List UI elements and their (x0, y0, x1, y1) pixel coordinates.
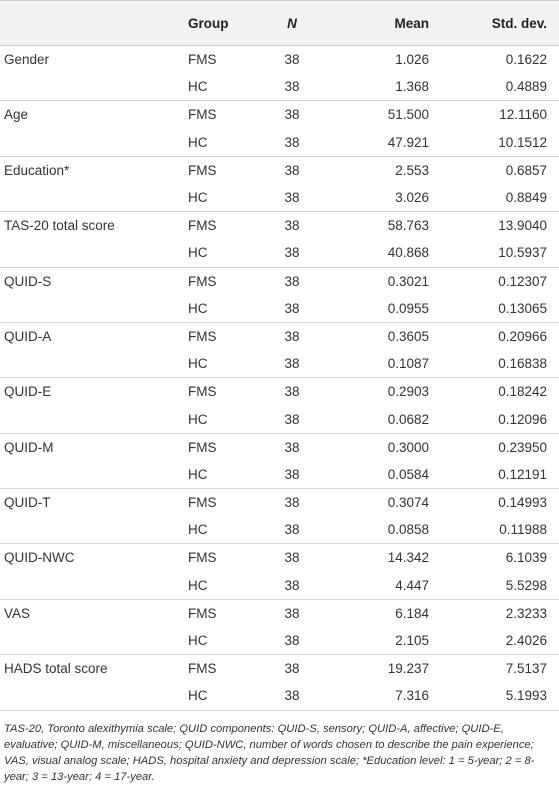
header-std-dev: Std. dev. (443, 1, 559, 46)
std-dev-cell: 10.5937 (498, 245, 547, 261)
variable-cell (0, 461, 185, 489)
table-row (0, 378, 559, 406)
variable-cell (0, 350, 185, 378)
table-footnote: TAS-20, Toronto alexithymia scale; QUID components: QUID-S, sensory; QUID-A, affective; QUID-E, evaluative; QUID-M, miscellaneous; QUID-NWC, number of words chosen to describe the pain experience; VAS, visual analog scale; HADS, hospital anxiety and depression scale; *Education level: 1 = 5-year; 2 = 8-year; 3 = 13-year; 4 = 17-year. (4, 722, 535, 783)
group-cell: FMS (188, 52, 217, 68)
table-row (0, 101, 559, 129)
group-cell: HC (188, 190, 208, 206)
mean-cell: 0.1087 (387, 356, 429, 372)
variable-cell: QUID-M (0, 433, 185, 461)
variable-cell (0, 682, 185, 710)
mean-cell: 0.3074 (327, 489, 443, 517)
mean-cell: 2.105 (395, 633, 429, 649)
n-cell: 38 (257, 156, 327, 184)
n-cell: 38 (284, 79, 300, 95)
table-row (0, 73, 559, 101)
mean-cell: 3.026 (395, 190, 429, 206)
mean-cell: 0.3000 (327, 433, 443, 461)
n-cell: 38 (257, 682, 327, 710)
group-cell: HC (188, 79, 208, 95)
n-cell: 38 (284, 411, 300, 427)
table-row (0, 184, 559, 212)
mean-cell: 0.3605 (327, 322, 443, 350)
std-dev-cell: 2.3233 (443, 599, 559, 627)
variable-cell: QUID-E (0, 378, 185, 406)
header-group: Group (185, 1, 257, 46)
std-dev-cell: 0.6857 (443, 156, 559, 184)
mean-cell: 40.868 (387, 245, 429, 261)
table-row (0, 655, 559, 683)
std-dev-cell: 12.1160 (443, 101, 559, 129)
variable-cell: Gender (4, 52, 50, 68)
group-cell: FMS (185, 212, 257, 240)
variable-cell (0, 295, 185, 323)
group-cell: HC (188, 633, 208, 649)
table-row (0, 489, 559, 517)
std-dev-cell: 0.11988 (499, 522, 547, 538)
mean-cell: 0.0682 (387, 411, 429, 427)
mean-cell: 47.921 (387, 134, 429, 150)
table-row (0, 544, 559, 572)
std-dev-cell: 0.20966 (443, 322, 559, 350)
mean-cell: 19.237 (327, 655, 443, 683)
n-cell: 38 (257, 655, 327, 683)
table-row (0, 295, 559, 323)
std-dev-cell: 5.5298 (505, 577, 547, 593)
n-cell: 38 (257, 101, 327, 129)
mean-cell: 0.0584 (387, 466, 429, 482)
variable-cell (0, 516, 185, 544)
variable-cell: QUID-S (0, 267, 185, 295)
group-cell: HC (188, 522, 208, 538)
mean-cell: 51.500 (327, 101, 443, 129)
variable-cell (0, 627, 185, 655)
std-dev-cell: 0.4889 (505, 79, 547, 95)
n-cell: 38 (284, 356, 300, 372)
group-cell: FMS (185, 322, 257, 350)
group-cell: FMS (185, 433, 257, 461)
mean-cell: 0.0858 (387, 522, 429, 538)
table-row (0, 267, 559, 295)
table-row (0, 405, 559, 433)
std-dev-cell: 0.1622 (505, 52, 547, 68)
variable-cell (0, 129, 185, 157)
group-cell: FMS (185, 489, 257, 517)
table-header (0, 1, 559, 46)
n-cell: 38 (284, 134, 300, 150)
variable-cell: QUID-NWC (0, 544, 185, 572)
n-cell: 38 (284, 633, 300, 649)
group-cell: HC (188, 411, 208, 427)
n-cell: 38 (284, 577, 300, 593)
std-dev-cell: 0.12191 (498, 466, 547, 482)
variable-cell: QUID-A (0, 322, 185, 350)
group-cell: FMS (185, 267, 257, 295)
variable-cell: Education* (0, 156, 185, 184)
group-cell: HC (188, 300, 208, 316)
variable-cell: TAS-20 total score (0, 212, 185, 240)
n-cell: 38 (284, 466, 300, 482)
n-cell: 38 (257, 212, 327, 240)
n-cell: 38 (257, 599, 327, 627)
mean-cell: 58.763 (327, 212, 443, 240)
mean-cell: 0.0955 (387, 300, 429, 316)
group-cell: FMS (185, 101, 257, 129)
table-row (0, 572, 559, 600)
std-dev-cell: 0.8849 (505, 190, 547, 206)
std-dev-cell: 0.12096 (498, 411, 547, 427)
table-row (0, 461, 559, 489)
variable-cell (0, 184, 185, 212)
table-row (0, 129, 559, 157)
mean-cell: 4.447 (395, 577, 429, 593)
std-dev-cell: 0.13065 (498, 300, 547, 316)
variable-cell (0, 572, 185, 600)
header-variable (0, 1, 185, 46)
group-cell: FMS (185, 544, 257, 572)
table-row (0, 516, 559, 544)
variable-cell: HADS total score (0, 655, 185, 683)
group-cell: FMS (185, 599, 257, 627)
std-dev-cell: 10.1512 (498, 134, 547, 150)
group-cell: FMS (185, 378, 257, 406)
variable-cell (0, 73, 185, 101)
table-row (0, 46, 559, 74)
group-cell: HC (188, 466, 208, 482)
std-dev-cell: 6.1039 (443, 544, 559, 572)
n-cell: 38 (284, 522, 300, 538)
n-cell: 38 (284, 190, 300, 206)
mean-cell: 7.316 (327, 682, 443, 710)
std-dev-cell: 5.1993 (443, 682, 559, 710)
group-cell: FMS (185, 156, 257, 184)
mean-cell: 6.184 (327, 599, 443, 627)
group-cell: HC (188, 134, 208, 150)
n-cell: 38 (257, 322, 327, 350)
std-dev-cell: 7.5137 (443, 655, 559, 683)
variable-cell (0, 239, 185, 267)
table-row (0, 599, 559, 627)
group-cell: HC (188, 577, 208, 593)
mean-cell: 0.2903 (327, 378, 443, 406)
table-row (0, 156, 559, 184)
table-row (0, 433, 559, 461)
mean-cell: 1.368 (395, 79, 429, 95)
std-dev-cell: 13.9040 (443, 212, 559, 240)
group-cell: HC (185, 682, 257, 710)
n-cell: 38 (257, 267, 327, 295)
table-row (0, 682, 559, 710)
std-dev-cell: 0.16838 (498, 356, 547, 372)
header-n: N (257, 1, 327, 46)
std-dev-cell: 0.14993 (443, 489, 559, 517)
table-row (0, 212, 559, 240)
group-cell: HC (188, 245, 208, 261)
n-cell: 38 (257, 489, 327, 517)
n-cell: 38 (257, 378, 327, 406)
n-cell: 38 (257, 544, 327, 572)
group-cell: FMS (185, 655, 257, 683)
table-body (0, 46, 559, 711)
n-cell: 38 (284, 245, 300, 261)
header-mean: Mean (327, 1, 443, 46)
mean-cell: 1.026 (395, 52, 429, 68)
n-cell: 38 (257, 433, 327, 461)
std-dev-cell: 0.12307 (443, 267, 559, 295)
std-dev-cell: 0.23950 (443, 433, 559, 461)
mean-cell: 0.3021 (327, 267, 443, 295)
n-cell: 38 (284, 300, 300, 316)
group-cell: HC (188, 356, 208, 372)
variable-cell: QUID-T (0, 489, 185, 517)
mean-cell: 2.553 (327, 156, 443, 184)
variable-cell: VAS (0, 599, 185, 627)
mean-cell: 14.342 (327, 544, 443, 572)
variable-cell: Age (0, 101, 185, 129)
n-cell: 38 (284, 52, 300, 68)
std-dev-cell: 2.4026 (505, 633, 547, 649)
header-row (0, 1, 559, 46)
std-dev-cell: 0.18242 (443, 378, 559, 406)
table-row (0, 627, 559, 655)
table-row (0, 350, 559, 378)
table-row (0, 322, 559, 350)
table-row (0, 239, 559, 267)
variable-cell (0, 405, 185, 433)
